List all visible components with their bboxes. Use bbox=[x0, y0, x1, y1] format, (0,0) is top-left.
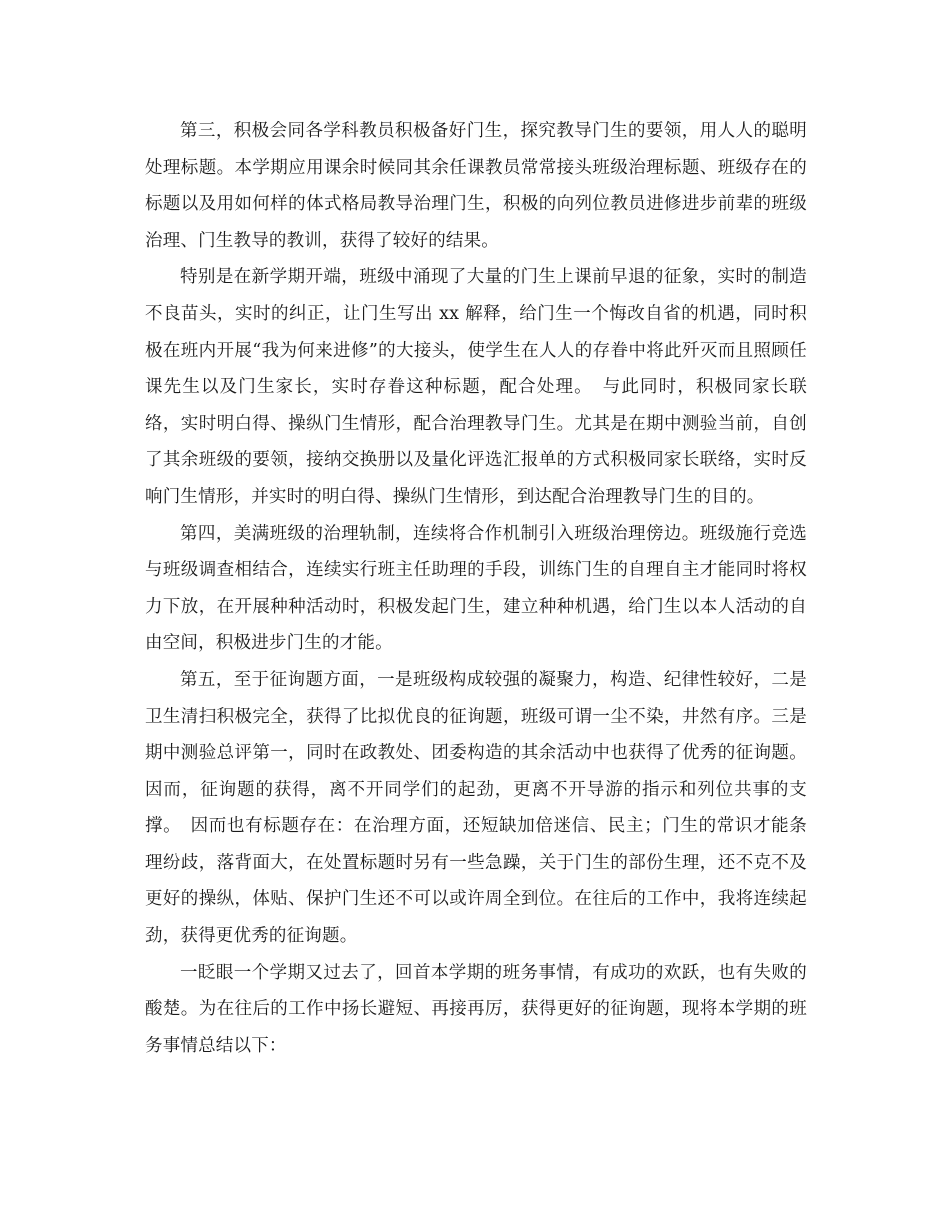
paragraph-fifth-point: 第五，至于征询题方面，一是班级构成较强的凝聚力，构造、纪律性较好，二是卫生清扫积极完全，获得了比拟优良的征询题，班级可谓一尘不染，井然有序。三是期中测验总评第一，同时在政教处、团委构造的其余活动中也获得了优秀的征询题。因而，征询题的获得，离不开同学们的起劲，更离不开导游的指示和列位共事的支撑。 因而也有标题存在：在治理方面，还短缺加倍迷信、民主；门生的常识才能条理纷歧，落背面大，在处置标题时另有一些急躁，关于门生的部份生理，还不克不及更好的操纵，体贴、保护门生还不可以或许周全到位。在往后的工作中，我将连续起劲，获得更优秀的征询题。 bbox=[145, 669, 807, 947]
document-body bbox=[145, 113, 807, 1064]
paragraph-new-semester: 特别是在新学期开端，班级中涌现了大量的门生上课前早退的征象，实时的制造不良苗头，实时的纠正，让门生写出 xx 解释，给门生一个悔改自省的机遇，同时积极在班内开展“我为何来进修”的大接头，使学生在人人的存眷中将此歼灭而且照顾任课先生以及门生家长，实时存眷这种标题，配合处理。 与此同时，积极同家长联络，实时明白得、操纵门生情形，配合治理教导门生。尤其是在期中测验当前，自创了其余班级的要领，接纳交换册以及量化评选汇报单的方式积极同家长联络，实时反响门生情形，并实时的明白得、操纵门生情形，到达配合治理教导门生的目的。 bbox=[145, 267, 807, 507]
paragraph-third-point: 第三，积极会同各学科教员积极备好门生，探究教导门生的要领，用人人的聪明处理标题。本学期应用课余时候同其余任课教员常常接头班级治理标题、班级存在的标题以及用如何样的体式格局教导治理门生，积极的向列位教员进修进步前辈的班级治理、门生教导的教训，获得了较好的结果。 bbox=[145, 121, 807, 251]
paragraph-fourth-point: 第四，美满班级的治理轨制，连续将合作机制引入班级治理傍边。班级施行竞选与班级调查相结合，连续实行班主任助理的手段，训练门生的自理自主才能同时将权力下放，在开展种种活动时，积极发起门生，建立种种机遇，给门生以本人活动的自由空间，积极进步门生的才能。 bbox=[145, 523, 807, 654]
paragraph-semester-summary: 一眨眼一个学期又过去了，回首本学期的班务事情，有成功的欢跃，也有失败的酸楚。为在往后的工作中扬长避短、再接再厉，获得更好的征询题，现将本学期的班务事情总结以下： bbox=[145, 962, 807, 1056]
